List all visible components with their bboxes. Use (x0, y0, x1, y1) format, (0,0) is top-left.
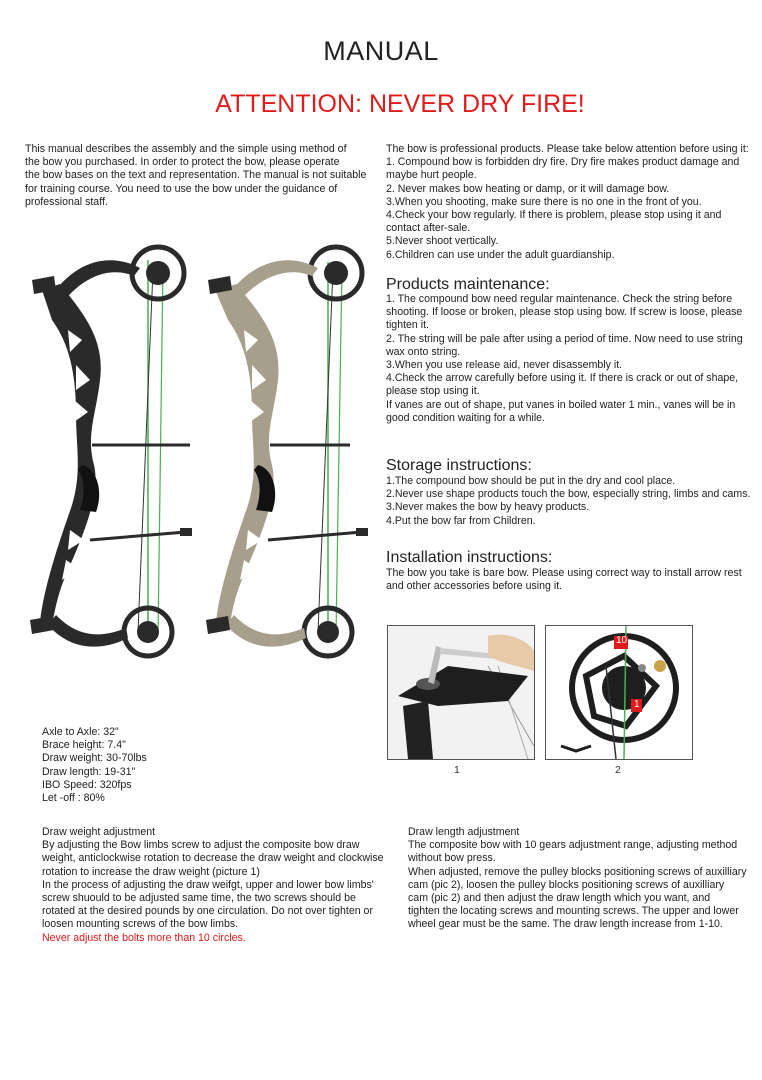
draw-weight-line: screw shuould to be adjusted same time, the two screws should be (42, 892, 356, 905)
intro-line: professional staff. (25, 195, 108, 208)
attention-line: 5.Never shoot vertically. (386, 235, 499, 248)
attention-line: The bow is professional products. Please take below attention before using it: (386, 143, 749, 155)
picture-1-limb-screw (387, 625, 535, 760)
bow-product-image (30, 240, 380, 660)
spec-ibo-speed: IBO Speed: 320fps (42, 778, 132, 791)
picture-2-cam-gear (545, 625, 693, 760)
draw-weight-line: weight, anticlockwise rotation to decrease the draw weight and clockwise (42, 852, 384, 865)
intro-paragraph (25, 143, 366, 209)
draw-weight-line: By adjusting the Bow limbs screw to adjust the composite bow draw (42, 839, 360, 852)
draw-weight-line: rotated at the desired pounds by one circulation. Do not over tighten or (42, 905, 373, 918)
draw-weight-line: rotation to increase the draw weight (picture 1) (42, 865, 260, 878)
attention-line: contact after-sale. (386, 222, 471, 235)
attention-line: 2. Never makes bow heating or damp, or it will damage bow. (386, 182, 670, 195)
maintenance-line: 2. The string will be pale after using a period of time. Now need to use string (386, 332, 743, 345)
storage-line: 1.The compound bow should be put in the dry and cool place. (386, 475, 676, 487)
intro-line: This manual describes the assembly and the simple using method of (25, 143, 347, 155)
storage-line: 4.Put the bow far from Children. (386, 514, 536, 527)
draw-length-line: cam (pic 2), loosen the pulley blocks positioning screws of auxilliary (408, 878, 725, 891)
maintenance-heading: Products maintenance: (386, 276, 550, 293)
draw-length-line: cam (pic 2) and then adjust the draw length which you want, and (408, 892, 711, 905)
maintenance-line: 4.Check the arrow carefully before using it. If there is crack or out of shape, (386, 372, 739, 385)
attention-heading: ATTENTION: NEVER DRY FIRE! (215, 90, 585, 118)
storage-heading: Storage instructions: (386, 457, 532, 474)
draw-length-section (408, 826, 747, 932)
maintenance-line: shooting. If loose or broken, please stop using bow. If screw is loose, please (386, 306, 743, 319)
spec-draw-weight: Draw weight: 30-70lbs (42, 752, 147, 765)
storage-line: 3.Never makes the bow by heavy products. (386, 501, 590, 514)
storage-paragraph (386, 475, 751, 528)
attention-line: 1. Compound bow is forbidden dry fire. Dry fire makes product damage and (386, 156, 740, 169)
intro-line: the bow you purchased. In order to protect the bow, please operate (25, 156, 340, 169)
draw-length-heading: Draw length adjustment (408, 826, 520, 838)
attention-line: 4.Check your bow regularly. If there is problem, please stop using it and (386, 209, 722, 222)
spec-brace-height: Brace height: 7.4" (42, 739, 126, 752)
maintenance-line: tighten it. (386, 319, 429, 332)
draw-length-line: tighten the locating screws and mounting screws. The upper and lower (408, 905, 739, 918)
installation-paragraph (386, 567, 742, 593)
installation-heading: Installation instructions: (386, 549, 553, 566)
maintenance-paragraph (386, 293, 743, 425)
intro-line: for training course. You need to use the bow under the guidance of (25, 182, 338, 195)
picture-2-caption: 2 (615, 764, 621, 776)
black-bow-illustration (40, 247, 192, 656)
attention-list (386, 143, 749, 262)
spec-let-off: Let -off : 80% (42, 792, 105, 805)
tan-bow-illustration (206, 247, 368, 656)
draw-weight-heading: Draw weight adjustment (42, 826, 156, 838)
spec-draw-length: Draw length: 19-31" (42, 765, 136, 778)
draw-weight-warning: Never adjust the bolts more than 10 circles. (42, 931, 246, 944)
installation-line: and other accessories before using it. (386, 580, 563, 593)
maintenance-line: If vanes are out of shape, put vanes in boiled water 1 min., vanes will be in (386, 398, 736, 411)
draw-weight-section (42, 826, 384, 945)
attention-line: 3.When you shooting, make sure there is no one in the front of you. (386, 195, 702, 208)
draw-length-line: wheel gear must be the same. The draw length increase from 1-10. (408, 918, 723, 931)
draw-length-line: without bow press. (408, 852, 496, 865)
draw-length-line: When adjusted, remove the pulley blocks positioning screws of auxilliary (408, 865, 747, 878)
maintenance-line: wax onto string. (386, 345, 461, 358)
draw-length-line: The composite bow with 10 gears adjustment range, adjusting method (408, 839, 738, 852)
draw-weight-line: In the process of adjusting the draw weifgt, upper and lower bow limbs' (42, 878, 374, 891)
draw-weight-line: loosen mounting screws of the bow limbs. (42, 918, 239, 931)
maintenance-line: good condition waiting for a while. (386, 411, 546, 424)
maintenance-line: please stop using it. (386, 385, 480, 398)
storage-line: 2.Never use shape products touch the bow, especially string, limbs and cams. (386, 488, 751, 501)
attention-line: maybe hurt people. (386, 169, 477, 182)
spec-axle-to-axle: Axle to Axle: 32" (42, 726, 119, 738)
page-title: MANUAL (323, 36, 439, 66)
picture-1-caption: 1 (454, 764, 460, 776)
attention-line: 6.Children can use under the adult guardianship. (386, 248, 615, 261)
installation-line: The bow you take is bare bow. Please using correct way to install arrow rest (386, 567, 742, 579)
maintenance-line: 3.When you use release aid, never disassembly it. (386, 359, 623, 372)
gear-label-1: 1 (634, 699, 640, 710)
maintenance-line: 1. The compound bow need regular maintenance. Check the string before (386, 293, 733, 305)
intro-line: the bow bases on the text and representation. The manual is not suitable (25, 169, 367, 182)
spec-list (42, 726, 147, 805)
gear-label-10: 10 (616, 635, 628, 646)
